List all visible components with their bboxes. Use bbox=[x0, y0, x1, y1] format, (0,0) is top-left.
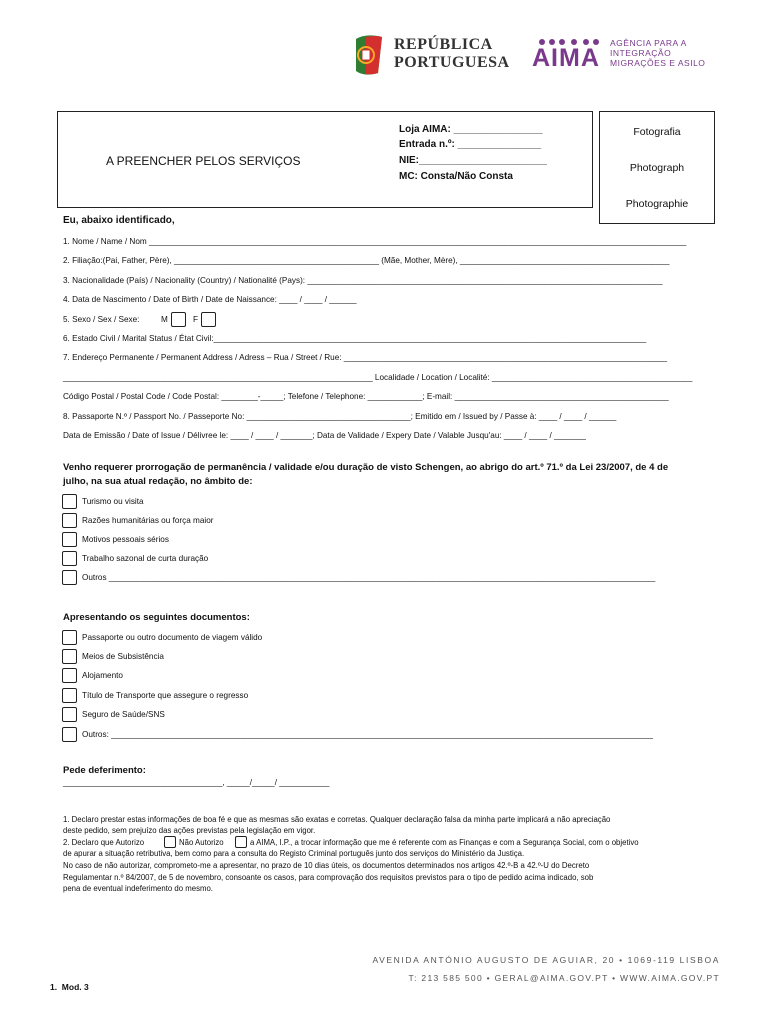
request-option-other[interactable]: Outros ________________________________________________________________________________________________________________________ bbox=[82, 573, 656, 582]
loja-field[interactable]: Loja AIMA: ________________ bbox=[399, 124, 543, 135]
republica-logo bbox=[352, 33, 512, 77]
declaration-3c: pena de eventual indeferimento do mesmo. bbox=[63, 884, 213, 893]
sex-m-checkbox[interactable] bbox=[171, 312, 186, 327]
declaration-3a: No caso de não autorizar, comprometo-me a apresentar, no prazo de 10 dias úteis, os documentos determinados nos artigos 42.º-B a 42.º-U do Decreto bbox=[63, 861, 590, 870]
birth-date-field[interactable]: 4. Data de Nascimento / Date of Birth / Date de Naissance: ____ / ____ / ______ bbox=[63, 295, 357, 304]
service-box-title: A PREENCHER PELOS SERVIÇOS bbox=[106, 154, 301, 168]
sex-f-label: F bbox=[193, 315, 199, 324]
sex-label: 5. Sexo / Sex / Sexe: bbox=[63, 315, 140, 324]
sex-m-label: M bbox=[161, 315, 168, 324]
marital-status-field[interactable]: 6. Estado Civil / Marital Status / État Civil:_______________________________________________________________________________________________ bbox=[63, 334, 647, 343]
request-option-personal: Motivos pessoais sérios bbox=[82, 535, 169, 544]
doc-checkbox-subsistence[interactable] bbox=[62, 649, 77, 664]
republica-line1: REPÚBLICA bbox=[394, 36, 493, 53]
postal-phone-email-field[interactable]: Código Postal / Postal Code / Code Postal: ________-_____; Telefone / Telephone: ____________; E-mail: _______________________________________________ bbox=[63, 392, 669, 401]
mc-field: MC: Consta/Não Consta bbox=[399, 171, 513, 182]
aima-tagline-3: MIGRAÇÕES E ASILO bbox=[610, 58, 706, 68]
declaration-2a-mid: Não Autorizo bbox=[179, 838, 224, 847]
request-checkbox-humanitarian[interactable] bbox=[62, 513, 77, 528]
service-box bbox=[57, 111, 593, 208]
photo-label-en: Photograph bbox=[629, 162, 685, 174]
request-option-seasonal-work: Trabalho sazonal de curta duração bbox=[82, 554, 209, 563]
intro-text: Eu, abaixo identificado, bbox=[63, 215, 175, 226]
request-heading-2: julho, na sua atual redação, no âmbito de: bbox=[63, 476, 253, 487]
passport-field[interactable]: 8. Passaporte N.º / Passport No. / Passeporte No: ____________________________________; Emitido em / Issued by / Passe à: ____ / ____ / ______ bbox=[63, 412, 617, 421]
footer-contacts: T: 213 585 500 • GERAL@AIMA.GOV.PT • WWW.AIMA.GOV.PT bbox=[408, 973, 720, 983]
request-checkbox-seasonal-work[interactable] bbox=[62, 551, 77, 566]
aima-tagline-1: AGÊNCIA PARA A bbox=[610, 38, 687, 48]
doc-option-accommodation: Alojamento bbox=[82, 671, 123, 680]
sex-f-checkbox[interactable] bbox=[201, 312, 216, 327]
doc-option-subsistence: Meios de Subsistência bbox=[82, 652, 164, 661]
request-option-humanitarian: Razões humanitárias ou força maior bbox=[82, 516, 214, 525]
filiation-field[interactable]: 2. Filiação:(Pai, Father, Père), _____________________________________________ (Mãe, Mother, Mère), ______________________________________________ bbox=[63, 256, 670, 265]
declaration-2a-end: a AIMA, I.P., a trocar informação que me é referente com as Finanças e com a Segurança Social, com o objetivo bbox=[250, 838, 639, 847]
coat-of-arms-icon bbox=[352, 33, 386, 77]
doc-checkbox-insurance[interactable] bbox=[62, 707, 77, 722]
photo-label-pt: Fotografia bbox=[633, 126, 681, 138]
entrada-field[interactable]: Entrada n.º: _______________ bbox=[399, 139, 542, 150]
nie-field[interactable]: NIE:_______________________ bbox=[399, 155, 547, 166]
request-checkbox-tourism[interactable] bbox=[62, 494, 77, 509]
declaration-1a: 1. Declaro prestar estas informações de boa fé e que as mesmas são exatas e corretas. Qualquer declaração falsa da minha parte implicará a não apreciação bbox=[63, 815, 611, 824]
photo-label-fr: Photographie bbox=[625, 198, 689, 210]
doc-option-other[interactable]: Outros: _______________________________________________________________________________________________________________________ bbox=[82, 730, 653, 739]
request-heading-1: Venho requerer prorrogação de permanência / validade e/ou duração de visto Schengen, ao abrigo do art.º 71.º da Lei 23/2007, de 4 de bbox=[63, 462, 669, 473]
photo-box[interactable] bbox=[599, 111, 715, 224]
doc-checkbox-other[interactable] bbox=[62, 727, 77, 742]
deferimento-heading: Pede deferimento: bbox=[63, 765, 146, 776]
republica-line2: PORTUGUESA bbox=[394, 54, 510, 71]
doc-option-passport: Passaporte ou outro documento de viagem válido bbox=[82, 633, 263, 642]
footer-address: AVENIDA ANTÓNIO AUGUSTO DE AGUIAR, 20 • 1069-119 LISBOA bbox=[372, 955, 720, 965]
documents-heading: Apresentando os seguintes documentos: bbox=[63, 612, 250, 623]
doc-checkbox-passport[interactable] bbox=[62, 630, 77, 645]
name-field[interactable]: 1. Nome / Name / Nom ______________________________________________________________________________________________________________________ bbox=[63, 237, 687, 246]
aima-wordmark: AIMA bbox=[532, 44, 600, 72]
declaration-1b: deste pedido, sem prejuízo das ações previstas pela legislação em vigor. bbox=[63, 826, 316, 835]
doc-checkbox-accommodation[interactable] bbox=[62, 668, 77, 683]
address-field[interactable]: 7. Endereço Permanente / Permanent Address / Adress – Rua / Street / Rue: _______________________________________________________________________ bbox=[63, 353, 668, 362]
signature-date-line[interactable]: ___________________________________, _____/_____/ ___________ bbox=[63, 778, 330, 787]
doc-option-transport: Título de Transporte que assegure o regresso bbox=[82, 691, 249, 700]
declaration-2b: de apurar a situação retributiva, bem como para a consulta do Registo Criminal português junto dos serviços do Ministério da Justiça. bbox=[63, 849, 525, 858]
aima-tagline-2: INTEGRAÇÃO bbox=[610, 48, 672, 58]
request-checkbox-other[interactable] bbox=[62, 570, 77, 585]
request-option-tourism: Turismo ou visita bbox=[82, 497, 144, 506]
nationality-field[interactable]: 3. Nacionalidade (País) / Nacionality (Country) / Nationalité (Pays): ______________________________________________________________________________ bbox=[63, 276, 663, 285]
doc-checkbox-transport[interactable] bbox=[62, 688, 77, 703]
form-model-number: 1. Mod. 3 bbox=[50, 982, 89, 992]
authorize-checkbox[interactable] bbox=[164, 836, 176, 848]
locality-field[interactable]: ____________________________________________________________________ Localidade / Location / Localité: ____________________________________________ bbox=[63, 373, 693, 382]
request-checkbox-personal[interactable] bbox=[62, 532, 77, 547]
declaration-2a-start: 2. Declaro que Autorizo bbox=[63, 838, 145, 847]
aima-logo bbox=[532, 38, 722, 72]
not-authorize-checkbox[interactable] bbox=[235, 836, 247, 848]
doc-option-insurance: Seguro de Saúde/SNS bbox=[82, 710, 165, 719]
declaration-3b: Regulamentar n.º 84/2007, de 5 de novembro, consoante os casos, para comprovação dos requisitos previstos para o tipo de pedido acima indicado, sob bbox=[63, 873, 594, 882]
issue-expiry-field[interactable]: Data de Emissão / Date of Issue / Délivree le: ____ / ____ / _______; Data de Validade / Expery Date / Valable Jusqu'au: ____ / ____ / _______ bbox=[63, 431, 586, 440]
